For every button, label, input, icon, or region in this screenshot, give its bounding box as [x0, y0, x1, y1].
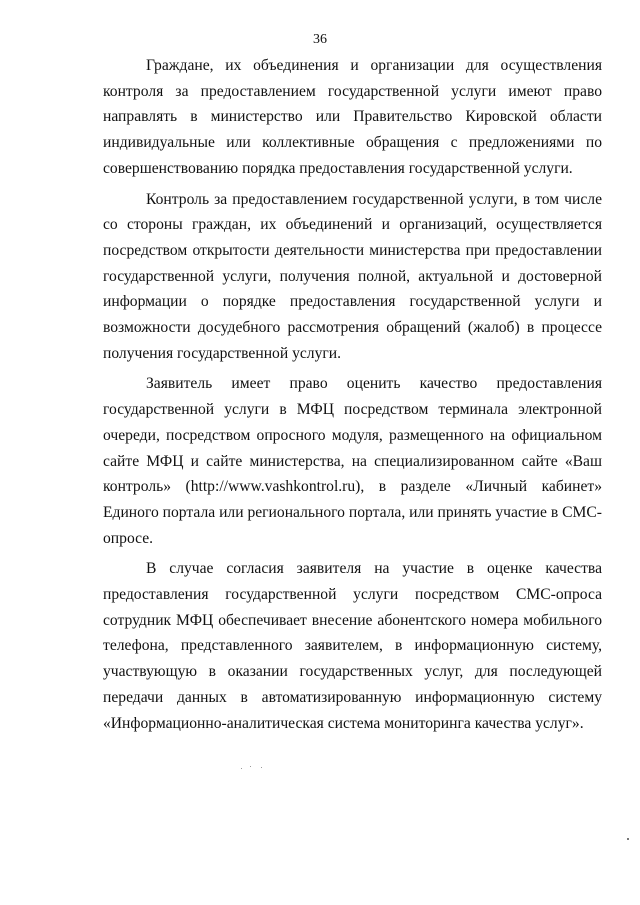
paragraph-citizen-appeals: Граждане, их объединения и организации для осуществления контроля за предоставлением государственной услуги имеют право направлять в министерство или Правительство Кировской области индивидуальные или коллективные обращения с предложениями по совершенствованию порядка предоставления государственной услуги. — [103, 57, 602, 177]
paragraph-sms-survey: В случае согласия заявителя на участие в оценке качества предоставления государственной услуги посредством СМС-опроса сотрудник МФЦ обеспечивает внесение абонентского номера мобильного телефона, представленного заявителем, в информационную систему, участвующую в оказании государственных услуг, для последующей передачи данных в автоматизированную информационную систему «Информационно-аналитическая система мониторинга качества услуг». — [103, 560, 602, 732]
scan-edge-mark — [627, 838, 629, 840]
paragraph-control-openness: Контроль за предоставлением государственной услуги, в том числе со стороны граждан, их объединений и организаций, осуществляется посредством открытости деятельности министерства при предоставлении государственной услуги, получения полной, актуальной и достоверной информации о порядке предоставления государственной услуги и возможности досудебного рассмотрения обращений (жалоб) в процессе получения государственной услуги. — [103, 190, 602, 362]
scan-speckle — [241, 766, 265, 770]
paragraph-quality-assessment: Заявитель имеет право оценить качество предоставления государственной услуги в МФЦ посредством терминала электронной очереди, посредством опросного модуля, размещенного на официальном сайте МФЦ и сайте министерства, на специализированном сайте «Ваш контроль» (http://www.vashkontrol.ru), в разделе «Личный кабинет» Единого портала или регионального портала, или принять участие в СМС-опросе. — [103, 375, 602, 547]
document-body — [103, 53, 602, 736]
page-number: 36 — [313, 32, 327, 47]
